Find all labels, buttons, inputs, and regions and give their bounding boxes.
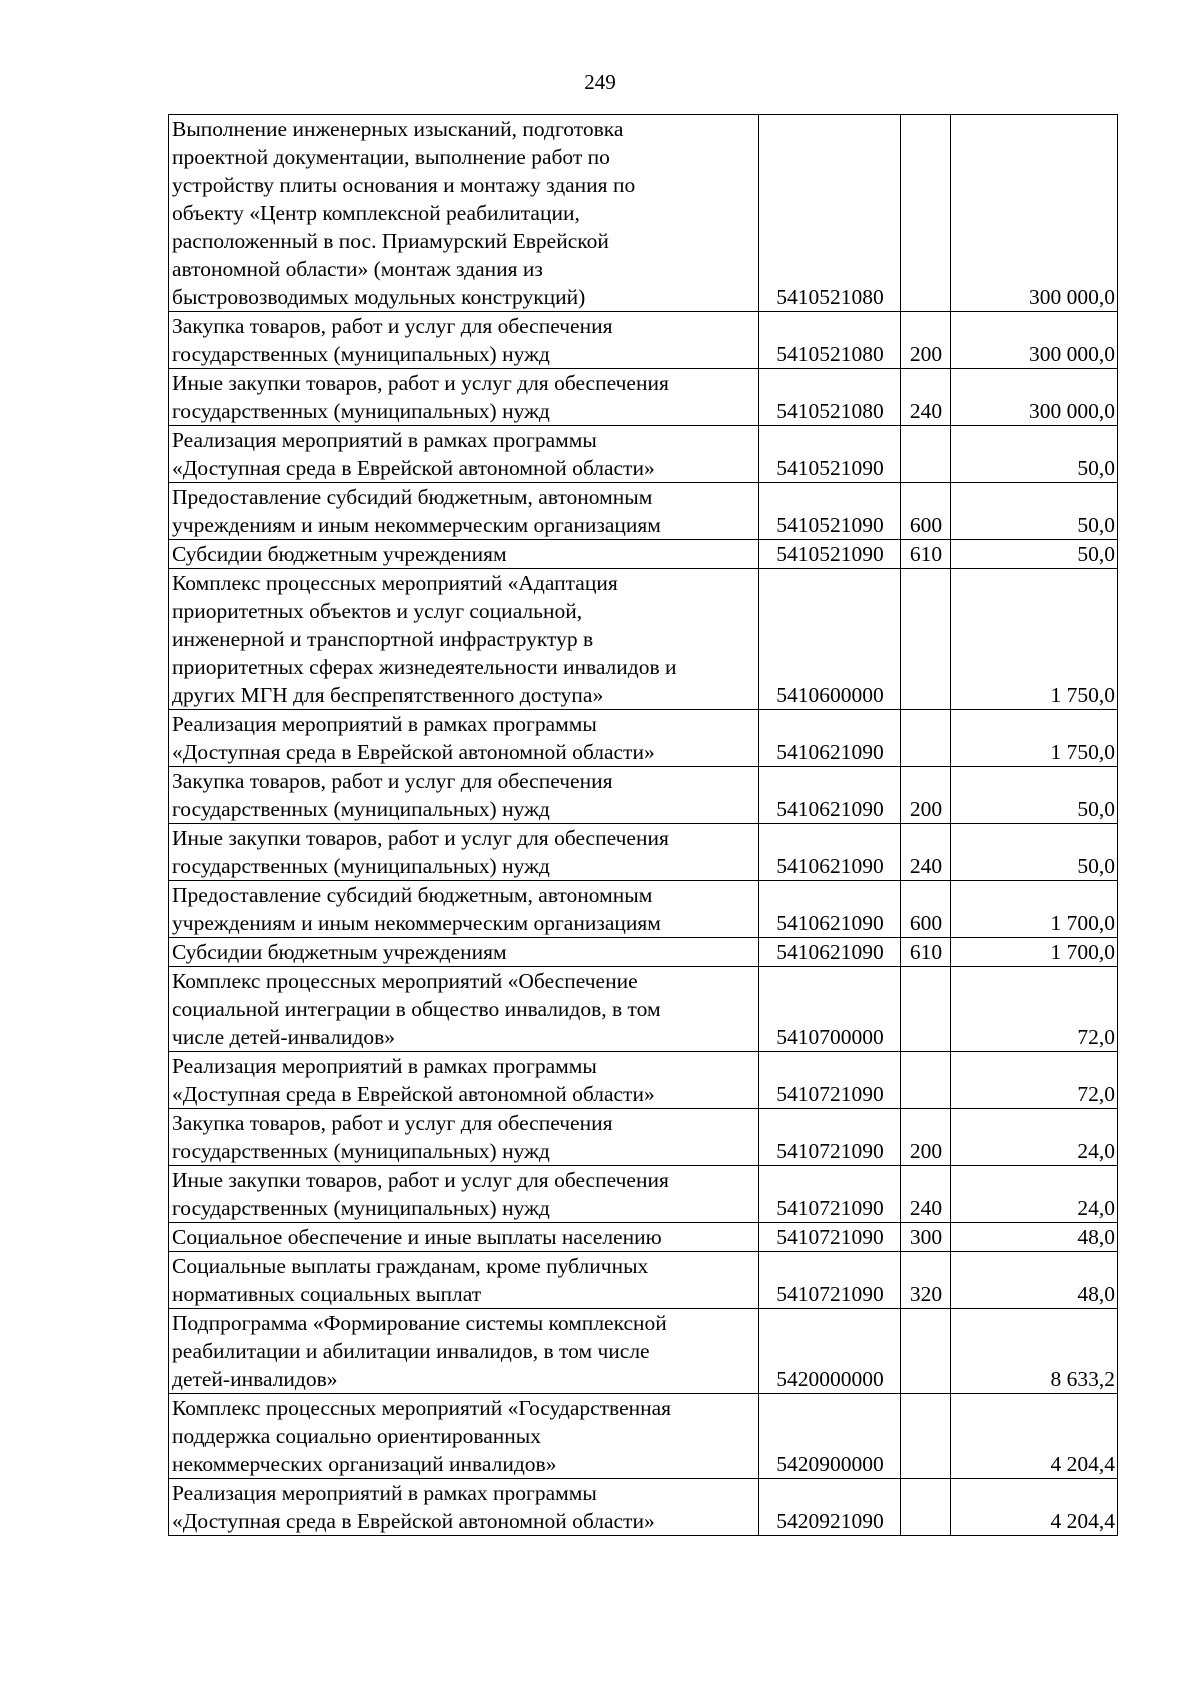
expense-name-cell: [169, 967, 759, 1052]
target-code-cell: 5410621090: [759, 824, 901, 881]
expense-name-line: быстровозводимых модульных конструкций): [172, 285, 586, 309]
expense-name-line: социальной интеграции в общество инвалидов, в том: [172, 997, 661, 1021]
target-code-cell: 5410621090: [759, 938, 901, 967]
target-code-cell: 5420900000: [759, 1394, 901, 1479]
amount-cell: 8 633,2: [951, 1309, 1118, 1394]
expense-name-line: Субсидии бюджетным учреждениям: [172, 542, 507, 566]
expense-type-cell: 320: [901, 1252, 951, 1309]
target-code-cell: 5410521080: [759, 115, 901, 312]
expense-name-line: Иные закупки товаров, работ и услуг для обеспечения: [172, 826, 669, 850]
table-row: [169, 1166, 1118, 1223]
table-row: [169, 767, 1118, 824]
expense-name-line: Выполнение инженерных изысканий, подготовка: [172, 117, 624, 141]
amount-cell: 50,0: [951, 767, 1118, 824]
expense-name-line: числе детей-инвалидов»: [172, 1025, 396, 1049]
table-row: [169, 1252, 1118, 1309]
expense-name-cell: [169, 369, 759, 426]
amount-cell: 1 750,0: [951, 569, 1118, 710]
expense-name-cell: [169, 540, 759, 569]
expense-name-cell: [169, 426, 759, 483]
expense-type-cell: 200: [901, 312, 951, 369]
expense-name-line: Комплекс процессных мероприятий «Государственная: [172, 1396, 672, 1420]
table-row: [169, 1052, 1118, 1109]
budget-table: [168, 114, 1118, 1536]
expense-type-cell: 600: [901, 881, 951, 938]
expense-name-cell: [169, 824, 759, 881]
table-row: [169, 967, 1118, 1052]
expense-name-cell: [169, 1052, 759, 1109]
expense-type-cell: [901, 967, 951, 1052]
expense-type-cell: 240: [901, 1166, 951, 1223]
expense-type-cell: [901, 115, 951, 312]
expense-name-line: «Доступная среда в Еврейской автономной области»: [172, 1082, 655, 1106]
expense-name-line: Субсидии бюджетным учреждениям: [172, 940, 507, 964]
target-code-cell: 5420000000: [759, 1309, 901, 1394]
expense-name-line: объекту «Центр комплексной реабилитации,: [172, 201, 580, 225]
expense-type-cell: 200: [901, 767, 951, 824]
expense-name-line: детей-инвалидов»: [172, 1367, 338, 1391]
expense-name-line: Иные закупки товаров, работ и услуг для обеспечения: [172, 371, 669, 395]
table-row: [169, 312, 1118, 369]
expense-name-cell: [169, 1479, 759, 1536]
expense-name-cell: [169, 710, 759, 767]
expense-name-cell: [169, 1309, 759, 1394]
amount-cell: 1 700,0: [951, 938, 1118, 967]
expense-name-cell: [169, 1252, 759, 1309]
amount-cell: 72,0: [951, 1052, 1118, 1109]
expense-name-cell: [169, 767, 759, 824]
target-code-cell: 5410621090: [759, 767, 901, 824]
expense-name-line: Предоставление субсидий бюджетным, автономным: [172, 883, 653, 907]
expense-name-cell: [169, 483, 759, 540]
expense-type-cell: [901, 569, 951, 710]
target-code-cell: 5420921090: [759, 1479, 901, 1536]
target-code-cell: 5410700000: [759, 967, 901, 1052]
expense-name-line: Закупка товаров, работ и услуг для обеспечения: [172, 1111, 613, 1135]
expense-name-line: Социальные выплаты гражданам, кроме публичных: [172, 1254, 649, 1278]
expense-name-line: расположенный в пос. Приамурский Еврейской: [172, 229, 609, 253]
expense-name-line: инженерной и транспортной инфраструктур в: [172, 627, 594, 651]
expense-name-line: Реализация мероприятий в рамках программы: [172, 712, 597, 736]
target-code-cell: 5410521080: [759, 369, 901, 426]
table-row: [169, 824, 1118, 881]
expense-type-cell: [901, 1309, 951, 1394]
table-row: [169, 483, 1118, 540]
expense-name-line: Комплекс процессных мероприятий «Обеспечение: [172, 969, 638, 993]
table-row: [169, 938, 1118, 967]
expense-name-line: нормативных социальных выплат: [172, 1282, 482, 1306]
expense-name-cell: [169, 1223, 759, 1252]
expense-name-cell: [169, 938, 759, 967]
expense-name-line: проектной документации, выполнение работ по: [172, 145, 610, 169]
expense-name-line: автономной области» (монтаж здания из: [172, 257, 543, 281]
table-row: [169, 1309, 1118, 1394]
target-code-cell: 5410721090: [759, 1223, 901, 1252]
table-row: [169, 1223, 1118, 1252]
expense-name-line: Закупка товаров, работ и услуг для обеспечения: [172, 769, 613, 793]
expense-type-cell: 240: [901, 824, 951, 881]
table-row: [169, 540, 1118, 569]
expense-type-cell: 240: [901, 369, 951, 426]
expense-name-line: других МГН для беспрепятственного доступа»: [172, 683, 604, 707]
amount-cell: 1 700,0: [951, 881, 1118, 938]
target-code-cell: 5410521090: [759, 540, 901, 569]
expense-name-line: государственных (муниципальных) нужд: [172, 854, 550, 878]
expense-name-line: учреждениям и иным некоммерческим организациям: [172, 911, 661, 935]
expense-name-line: устройству плиты основания и монтажу здания по: [172, 173, 636, 197]
expense-name-cell: [169, 115, 759, 312]
expense-name-cell: [169, 569, 759, 710]
budget-table-body: [169, 115, 1118, 1536]
expense-name-line: Реализация мероприятий в рамках программы: [172, 428, 597, 452]
expense-name-line: «Доступная среда в Еврейской автономной области»: [172, 1509, 655, 1533]
amount-cell: 300 000,0: [951, 115, 1118, 312]
amount-cell: 1 750,0: [951, 710, 1118, 767]
amount-cell: 50,0: [951, 824, 1118, 881]
amount-cell: 72,0: [951, 967, 1118, 1052]
expense-name-line: реабилитации и абилитации инвалидов, в том числе: [172, 1339, 650, 1363]
expense-type-cell: [901, 1052, 951, 1109]
amount-cell: 4 204,4: [951, 1479, 1118, 1536]
target-code-cell: 5410721090: [759, 1166, 901, 1223]
expense-type-cell: [901, 1479, 951, 1536]
amount-cell: 50,0: [951, 540, 1118, 569]
target-code-cell: 5410521090: [759, 483, 901, 540]
amount-cell: 4 204,4: [951, 1394, 1118, 1479]
expense-type-cell: 200: [901, 1109, 951, 1166]
expense-name-line: приоритетных объектов и услуг социальной,: [172, 599, 583, 623]
amount-cell: 24,0: [951, 1109, 1118, 1166]
target-code-cell: 5410621090: [759, 881, 901, 938]
amount-cell: 300 000,0: [951, 312, 1118, 369]
expense-name-cell: [169, 312, 759, 369]
table-row: [169, 1479, 1118, 1536]
expense-name-line: Подпрограмма «Формирование системы комплексной: [172, 1311, 667, 1335]
table-row: [169, 881, 1118, 938]
table-row: [169, 115, 1118, 312]
target-code-cell: 5410521090: [759, 426, 901, 483]
table-row: [169, 569, 1118, 710]
expense-type-cell: 610: [901, 540, 951, 569]
expense-type-cell: [901, 1394, 951, 1479]
expense-name-line: «Доступная среда в Еврейской автономной области»: [172, 456, 655, 480]
table-row: [169, 1109, 1118, 1166]
expense-name-line: Закупка товаров, работ и услуг для обеспечения: [172, 314, 613, 338]
target-code-cell: 5410600000: [759, 569, 901, 710]
expense-name-line: учреждениям и иным некоммерческим организациям: [172, 513, 661, 537]
expense-name-cell: [169, 1109, 759, 1166]
expense-name-line: Реализация мероприятий в рамках программы: [172, 1481, 597, 1505]
table-row: [169, 710, 1118, 767]
page-number: 249: [584, 70, 616, 94]
amount-cell: 48,0: [951, 1223, 1118, 1252]
expense-name-cell: [169, 1166, 759, 1223]
table-row: [169, 369, 1118, 426]
expense-name-line: Социальное обеспечение и иные выплаты населению: [172, 1225, 662, 1249]
target-code-cell: 5410721090: [759, 1109, 901, 1166]
table-row: [169, 1394, 1118, 1479]
amount-cell: 24,0: [951, 1166, 1118, 1223]
amount-cell: 48,0: [951, 1252, 1118, 1309]
expense-name-line: Иные закупки товаров, работ и услуг для обеспечения: [172, 1168, 669, 1192]
expense-name-line: «Доступная среда в Еврейской автономной области»: [172, 740, 655, 764]
expense-name-line: государственных (муниципальных) нужд: [172, 797, 550, 821]
expense-name-line: приоритетных сферах жизнедеятельности инвалидов и: [172, 655, 677, 679]
expense-name-line: Реализация мероприятий в рамках программы: [172, 1054, 597, 1078]
expense-name-line: государственных (муниципальных) нужд: [172, 1196, 550, 1220]
target-code-cell: 5410621090: [759, 710, 901, 767]
expense-name-cell: [169, 881, 759, 938]
expense-name-cell: [169, 1394, 759, 1479]
expense-name-line: Комплекс процессных мероприятий «Адаптация: [172, 571, 618, 595]
expense-name-line: государственных (муниципальных) нужд: [172, 1139, 550, 1163]
target-code-cell: 5410521080: [759, 312, 901, 369]
expense-type-cell: 610: [901, 938, 951, 967]
expense-type-cell: [901, 426, 951, 483]
expense-name-line: поддержка социально ориентированных: [172, 1424, 541, 1448]
target-code-cell: 5410721090: [759, 1052, 901, 1109]
expense-type-cell: [901, 710, 951, 767]
target-code-cell: 5410721090: [759, 1252, 901, 1309]
table-row: [169, 426, 1118, 483]
expense-name-line: Предоставление субсидий бюджетным, автономным: [172, 485, 653, 509]
expense-type-cell: 300: [901, 1223, 951, 1252]
expense-type-cell: 600: [901, 483, 951, 540]
amount-cell: 50,0: [951, 483, 1118, 540]
expense-name-line: государственных (муниципальных) нужд: [172, 342, 550, 366]
amount-cell: 50,0: [951, 426, 1118, 483]
expense-name-line: государственных (муниципальных) нужд: [172, 399, 550, 423]
expense-name-line: некоммерческих организаций инвалидов»: [172, 1452, 557, 1476]
amount-cell: 300 000,0: [951, 369, 1118, 426]
